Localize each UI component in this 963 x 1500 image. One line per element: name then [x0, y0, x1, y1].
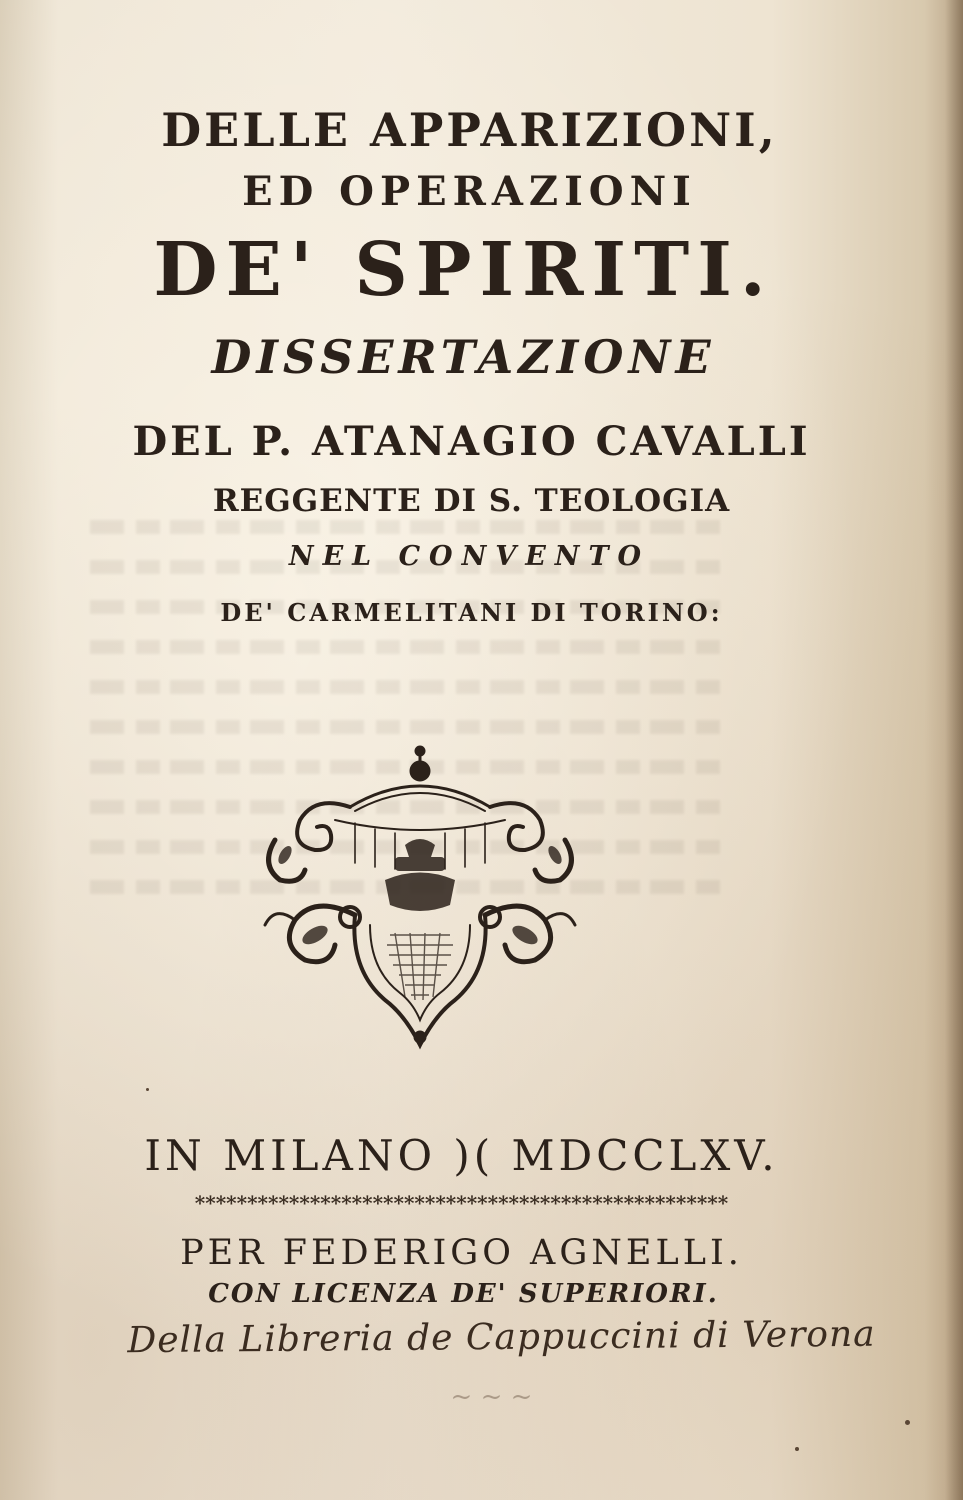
imprint-license: CON LICENZA DE' SUPERIORI. [208, 1279, 719, 1309]
title-line-2: ED OPERAZIONI [242, 168, 697, 215]
ink-speck [905, 1420, 910, 1425]
genre-line: DISSERTAZIONE [211, 330, 716, 384]
ownership-inscription-line-2: ~ ~ ~ [450, 1382, 533, 1412]
ink-speck [795, 1447, 799, 1451]
ink-speck [146, 1088, 149, 1091]
title-line-3: DE' SPIRITI. [153, 227, 774, 313]
page-edge-shadow [945, 0, 963, 1500]
place-line-2: DE' CARMELITANI DI TORINO: [220, 598, 723, 627]
author-line: DEL P. ATANAGIO CAVALLI [132, 418, 811, 465]
printer-ornament-canopy-icon [255, 745, 585, 1050]
title-line-1: DELLE APPARIZIONI, [161, 103, 778, 157]
place-line-1: NEL CONVENTO [288, 541, 651, 572]
imprint-printer: PER FEDERIGO AGNELLI. [180, 1233, 743, 1273]
imprint-city-date: IN MILANO )( MDCCLXV. [144, 1131, 779, 1180]
author-role: REGGENTE DI S. TEOLOGIA [212, 483, 731, 519]
ownership-inscription-line-1: Della Libreria de Cappuccini di Verona [127, 1313, 876, 1362]
imprint-asterisk-rule: *************************************************** [194, 1191, 729, 1215]
